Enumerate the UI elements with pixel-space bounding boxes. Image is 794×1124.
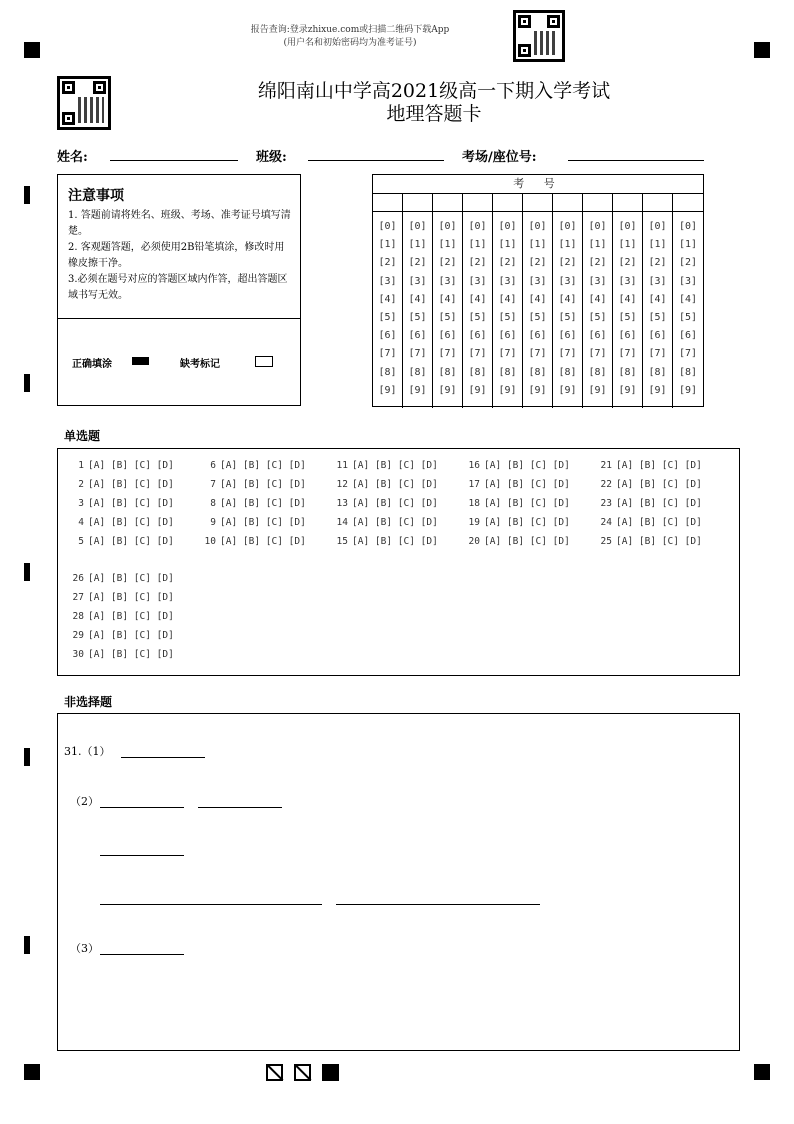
notice-item: 3.必须在题号对应的答题区域内作答，超出答题区域书写无效。 — [68, 274, 288, 301]
exam-digit-bubble[interactable]: [4] — [468, 293, 487, 305]
choice-options[interactable]: [A] [B] [C] [D] — [616, 479, 702, 490]
choice-options[interactable]: [A] [B] [C] [D] — [484, 460, 570, 471]
choice-question[interactable] — [198, 460, 306, 471]
exam-number-caption: 考 号 — [373, 175, 703, 194]
timing-mark — [24, 748, 30, 766]
exam-number-column — [553, 193, 583, 408]
exam-digit-bubble[interactable]: [8] — [438, 366, 457, 378]
exam-digit-bubble[interactable]: [0] — [678, 221, 698, 232]
corner-marker-bottom-right — [754, 1064, 770, 1080]
choice-question[interactable] — [66, 592, 174, 603]
choice-options[interactable]: [A] [B] [C] [D] — [88, 460, 174, 471]
exam-digit-bubble[interactable]: [3] — [408, 275, 427, 287]
page-mark-filled — [322, 1064, 339, 1081]
choice-options[interactable]: [A] [B] [C] [D] — [88, 517, 174, 528]
choice-question[interactable] — [66, 498, 174, 509]
answer-line[interactable] — [100, 891, 322, 905]
exam-digit-bubble[interactable]: [9] — [528, 384, 547, 396]
choice-question[interactable] — [66, 479, 174, 490]
exam-digit-bubble[interactable]: [6] — [678, 330, 698, 342]
choice-question[interactable] — [66, 573, 174, 584]
question-number: 19 — [468, 517, 480, 528]
exam-digit-bubble[interactable]: [9] — [468, 384, 487, 396]
exam-digit-bubble[interactable]: [5] — [498, 312, 517, 323]
choice-options[interactable]: [A] [B] [C] [D] — [220, 517, 306, 528]
question-number: 3 — [78, 498, 84, 509]
exam-digit-bubble[interactable]: [9] — [558, 384, 577, 396]
exam-digit-bubble[interactable]: [1] — [678, 239, 698, 251]
question-number: 13 — [336, 498, 348, 509]
exam-digit-bubble[interactable]: [8] — [588, 366, 607, 378]
question-number: 12 — [336, 479, 348, 490]
exam-digit-bubble[interactable]: [9] — [588, 384, 607, 396]
exam-digit-bubble[interactable]: [3] — [618, 275, 637, 287]
name-label: 姓名: — [57, 150, 88, 165]
choice-options[interactable]: [A] [B] [C] [D] — [220, 498, 306, 509]
choice-options[interactable]: [A] [B] [C] [D] — [88, 649, 174, 660]
exam-digit-bubble[interactable]: [7] — [378, 348, 397, 360]
question-number: 14 — [336, 517, 348, 528]
timing-mark — [24, 563, 30, 581]
page-mark-slashed — [294, 1064, 311, 1081]
question-number: 15 — [336, 536, 348, 547]
exam-digit-bubble[interactable]: [1] — [468, 239, 487, 251]
choice-options[interactable]: [A] [B] [C] [D] — [484, 479, 570, 490]
question-number: 27 — [72, 592, 84, 603]
absent-mark-box[interactable] — [255, 356, 273, 367]
exam-digit-bubble[interactable]: [0] — [378, 221, 397, 232]
exam-digit-bubble[interactable]: [0] — [648, 221, 667, 232]
choice-question[interactable] — [330, 479, 438, 490]
corner-marker-bottom-left — [24, 1064, 40, 1080]
single-choice-label: 单选题 — [64, 429, 101, 443]
choice-question[interactable] — [330, 498, 438, 509]
room-seat-field[interactable] — [568, 146, 704, 161]
choice-question[interactable] — [66, 611, 174, 622]
exam-digit-bubble[interactable]: [3] — [588, 275, 607, 287]
exam-digit-bubble[interactable]: [2] — [558, 257, 577, 269]
exam-number-grid — [372, 174, 704, 407]
question-number: 10 — [204, 536, 216, 547]
exam-digit-bubble[interactable]: [5] — [588, 312, 607, 323]
exam-digit-bubble[interactable]: [1] — [648, 239, 667, 251]
exam-digit-bubble[interactable]: [4] — [438, 293, 457, 305]
choice-question[interactable] — [462, 517, 570, 528]
report-info — [220, 24, 480, 50]
exam-digit-bubble[interactable]: [0] — [618, 221, 637, 232]
choice-options[interactable]: [A] [B] [C] [D] — [88, 498, 174, 509]
exam-digit-bubble[interactable]: [0] — [558, 221, 577, 232]
choice-question[interactable] — [198, 479, 306, 490]
choice-question[interactable] — [198, 498, 306, 509]
choice-question[interactable] — [594, 460, 702, 471]
exam-digit-bubble[interactable]: [6] — [408, 330, 427, 342]
choice-options[interactable]: [A] [B] [C] [D] — [616, 498, 702, 509]
choice-question[interactable] — [66, 649, 174, 660]
exam-number-column — [673, 193, 703, 408]
exam-digit-bubble[interactable]: [8] — [468, 366, 487, 378]
exam-digit-bubble[interactable]: [9] — [408, 384, 427, 396]
exam-number-write-box[interactable] — [583, 193, 612, 212]
timing-mark — [24, 186, 30, 204]
question-number: 1 — [78, 460, 84, 471]
room-seat-label: 考场/座位号: — [462, 150, 537, 165]
choice-question[interactable] — [198, 536, 306, 547]
exam-digit-bubble[interactable]: [5] — [618, 312, 637, 323]
choice-options[interactable]: [A] [B] [C] [D] — [220, 460, 306, 471]
exam-digit-bubble[interactable]: [6] — [438, 330, 457, 342]
exam-number-write-box[interactable] — [463, 193, 492, 212]
exam-digit-bubble[interactable]: [2] — [648, 257, 667, 269]
q31-part2-label: （2） — [70, 795, 99, 808]
question-number: 18 — [468, 498, 480, 509]
notice-item: 1. 答题前请将姓名、班级、考场、准考证号填写清楚。 — [68, 210, 291, 237]
exam-digit-bubble[interactable]: [5] — [378, 312, 397, 323]
exam-number-write-box[interactable] — [433, 193, 462, 212]
question-number: 7 — [210, 479, 216, 490]
exam-digit-bubble[interactable]: [4] — [558, 293, 577, 305]
exam-digit-bubble[interactable]: [4] — [648, 293, 667, 305]
legend-filled-mark — [132, 357, 149, 365]
choice-options[interactable]: [A] [B] [C] [D] — [220, 536, 306, 547]
exam-digit-bubble[interactable]: [2] — [528, 257, 547, 269]
non-choice-area — [57, 713, 740, 1051]
exam-digit-bubble[interactable]: [3] — [498, 275, 517, 287]
class-label: 班级: — [256, 150, 287, 165]
notice-divider — [58, 318, 300, 319]
report-info-line2: (用户名和初始密码均为准考证号) — [283, 38, 417, 48]
question-number: 9 — [210, 517, 216, 528]
exam-digit-bubble[interactable]: [2] — [378, 257, 397, 269]
notice-heading: 注意事项 — [68, 188, 124, 204]
legend-absent-label: 缺考标记 — [180, 359, 220, 370]
exam-digit-bubble[interactable]: [0] — [408, 221, 427, 232]
question-number: 24 — [600, 517, 612, 528]
choice-question[interactable] — [462, 536, 570, 547]
report-info-line1: 报告查询:登录zhixue.com或扫描二维码下载App — [250, 25, 450, 35]
exam-digit-bubble[interactable]: [3] — [528, 275, 547, 287]
exam-digit-bubble[interactable]: [8] — [648, 366, 667, 378]
question-number: 23 — [600, 498, 612, 509]
exam-number-column — [433, 193, 463, 408]
exam-digit-bubble[interactable]: [6] — [498, 330, 517, 342]
exam-digit-bubble[interactable]: [7] — [558, 348, 577, 360]
exam-digit-bubble[interactable]: [8] — [528, 366, 547, 378]
exam-digit-bubble[interactable]: [7] — [408, 348, 427, 360]
exam-digit-bubble[interactable]: [7] — [588, 348, 607, 360]
exam-digit-bubble[interactable]: [1] — [498, 239, 517, 251]
exam-digit-bubble[interactable]: [6] — [468, 330, 487, 342]
answer-line[interactable] — [121, 744, 205, 758]
question-number: 4 — [78, 517, 84, 528]
choice-options[interactable]: [A] [B] [C] [D] — [616, 536, 702, 547]
exam-digit-bubble[interactable]: [6] — [378, 330, 397, 342]
exam-digit-bubble[interactable]: [4] — [588, 293, 607, 305]
exam-digit-bubble[interactable]: [2] — [468, 257, 487, 269]
choice-question[interactable] — [330, 460, 438, 471]
exam-digit-bubble[interactable]: [6] — [558, 330, 577, 342]
exam-digit-bubble[interactable]: [9] — [378, 384, 397, 396]
choice-options[interactable]: [A] [B] [C] [D] — [88, 592, 174, 603]
exam-digit-bubble[interactable]: [2] — [588, 257, 607, 269]
exam-digit-bubble[interactable]: [9] — [438, 384, 457, 396]
choice-question[interactable] — [66, 460, 174, 471]
exam-digit-bubble[interactable]: [2] — [678, 257, 698, 269]
exam-number-column — [643, 193, 673, 408]
timing-mark — [24, 374, 30, 392]
exam-digit-bubble[interactable]: [3] — [558, 275, 577, 287]
exam-digit-bubble[interactable]: [5] — [408, 312, 427, 323]
exam-digit-bubble[interactable]: [0] — [588, 221, 607, 232]
exam-digit-bubble[interactable]: [8] — [498, 366, 517, 378]
exam-digit-bubble[interactable]: [7] — [528, 348, 547, 360]
exam-number-write-box[interactable] — [643, 193, 672, 212]
answer-line[interactable] — [100, 941, 184, 955]
choice-question[interactable] — [66, 517, 174, 528]
question-number: 22 — [600, 479, 612, 490]
notice-item: 2. 客观题答题，必须使用2B铅笔填涂，修改时用橡皮擦干净。 — [68, 242, 285, 269]
exam-digit-bubble[interactable]: [6] — [618, 330, 637, 342]
name-field[interactable] — [110, 146, 238, 161]
exam-number-write-box[interactable] — [553, 193, 582, 212]
exam-digit-bubble[interactable]: [8] — [378, 366, 397, 378]
question-number: 20 — [468, 536, 480, 547]
exam-digit-bubble[interactable]: [8] — [408, 366, 427, 378]
page-title — [180, 80, 688, 126]
q31-part1-label: 31.（1） — [64, 745, 111, 758]
choice-options[interactable]: [A] [B] [C] [D] — [352, 479, 438, 490]
single-choice-area — [57, 448, 740, 676]
exam-digit-bubble[interactable]: [3] — [378, 275, 397, 287]
exam-digit-bubble[interactable]: [7] — [618, 348, 637, 360]
exam-digit-bubble[interactable]: [8] — [558, 366, 577, 378]
question-number: 6 — [210, 460, 216, 471]
exam-number-write-box[interactable] — [493, 193, 522, 212]
exam-digit-bubble[interactable]: [6] — [588, 330, 607, 342]
title-line2: 地理答题卡 — [386, 103, 482, 125]
exam-digit-bubble[interactable]: [5] — [648, 312, 667, 323]
exam-number-column — [523, 193, 553, 408]
exam-number-column — [373, 193, 403, 408]
question-number: 5 — [78, 536, 84, 547]
choice-question[interactable] — [594, 536, 702, 547]
choice-question[interactable] — [198, 517, 306, 528]
exam-digit-bubble[interactable]: [1] — [558, 239, 577, 251]
exam-digit-bubble[interactable]: [6] — [648, 330, 667, 342]
corner-marker-top-right — [754, 42, 770, 58]
notice-box — [57, 174, 301, 406]
question-number: 11 — [336, 460, 348, 471]
choice-question[interactable] — [462, 498, 570, 509]
choice-options[interactable]: [A] [B] [C] [D] — [220, 479, 306, 490]
exam-digit-bubble[interactable]: [8] — [618, 366, 637, 378]
class-field[interactable] — [308, 146, 444, 161]
exam-digit-bubble[interactable]: [1] — [588, 239, 607, 251]
exam-digit-bubble[interactable]: [3] — [468, 275, 487, 287]
question-number: 28 — [72, 611, 84, 622]
question-number: 30 — [72, 649, 84, 660]
exam-digit-bubble[interactable]: [0] — [528, 221, 547, 232]
exam-digit-bubble[interactable]: [4] — [528, 293, 547, 305]
exam-digit-bubble[interactable]: [4] — [378, 293, 397, 305]
answer-line[interactable] — [100, 842, 184, 856]
exam-digit-bubble[interactable]: [0] — [438, 221, 457, 232]
exam-digit-bubble[interactable]: [2] — [498, 257, 517, 269]
exam-number-write-box[interactable] — [673, 193, 703, 212]
exam-digit-bubble[interactable]: [9] — [618, 384, 637, 396]
choice-options[interactable]: [A] [B] [C] [D] — [352, 536, 438, 547]
exam-digit-bubble[interactable]: [4] — [498, 293, 517, 305]
exam-number-column — [493, 193, 523, 408]
exam-digit-bubble[interactable]: [9] — [678, 384, 698, 396]
exam-digit-bubble[interactable]: [2] — [408, 257, 427, 269]
choice-question[interactable] — [330, 517, 438, 528]
question-number: 21 — [600, 460, 612, 471]
exam-digit-bubble[interactable]: [7] — [648, 348, 667, 360]
exam-digit-bubble[interactable]: [1] — [408, 239, 427, 251]
answer-line[interactable] — [100, 794, 184, 808]
choice-question[interactable] — [66, 630, 174, 641]
exam-digit-bubble[interactable]: [9] — [498, 384, 517, 396]
exam-digit-bubble[interactable]: [5] — [438, 312, 457, 323]
page-mark-slashed — [266, 1064, 283, 1081]
exam-digit-bubble[interactable]: [0] — [498, 221, 517, 232]
exam-digit-bubble[interactable]: [5] — [468, 312, 487, 323]
exam-digit-bubble[interactable]: [7] — [468, 348, 487, 360]
question-number: 25 — [600, 536, 612, 547]
title-line1: 绵阳南山中学高2021级高一下期入学考试 — [257, 80, 611, 102]
choice-question[interactable] — [66, 536, 174, 547]
exam-number-write-box[interactable] — [613, 193, 642, 212]
exam-number-column — [613, 193, 643, 408]
choice-question[interactable] — [462, 460, 570, 471]
q31-part3-label: （3） — [70, 942, 99, 955]
exam-digit-bubble[interactable]: [4] — [408, 293, 427, 305]
exam-digit-bubble[interactable]: [2] — [618, 257, 637, 269]
exam-number-column — [403, 193, 433, 408]
exam-number-write-box[interactable] — [373, 193, 402, 212]
exam-digit-bubble[interactable]: [5] — [558, 312, 577, 323]
choice-question[interactable] — [330, 536, 438, 547]
choice-options[interactable]: [A] [B] [C] [D] — [88, 536, 174, 547]
choice-question[interactable] — [462, 479, 570, 490]
choice-options[interactable]: [A] [B] [C] [D] — [484, 517, 570, 528]
answer-line[interactable] — [198, 794, 282, 808]
exam-digit-bubble[interactable]: [0] — [468, 221, 487, 232]
exam-digit-bubble[interactable]: [3] — [648, 275, 667, 287]
question-number: 26 — [72, 573, 84, 584]
choice-question[interactable] — [594, 517, 702, 528]
timing-mark — [24, 936, 30, 954]
choice-options[interactable]: [A] [B] [C] [D] — [352, 460, 438, 471]
exam-number-write-box[interactable] — [523, 193, 552, 212]
exam-digit-bubble[interactable]: [1] — [618, 239, 637, 251]
exam-digit-bubble[interactable]: [1] — [378, 239, 397, 251]
exam-digit-bubble[interactable]: [6] — [528, 330, 547, 342]
exam-digit-bubble[interactable]: [7] — [498, 348, 517, 360]
exam-digit-bubble[interactable]: [8] — [678, 366, 698, 378]
choice-options[interactable]: [A] [B] [C] [D] — [88, 630, 174, 641]
exam-digit-bubble[interactable]: [7] — [438, 348, 457, 360]
question-number: 2 — [78, 479, 84, 490]
choice-options[interactable]: [A] [B] [C] [D] — [352, 517, 438, 528]
choice-options[interactable]: [A] [B] [C] [D] — [88, 611, 174, 622]
choice-options[interactable]: [A] [B] [C] [D] — [88, 479, 174, 490]
exam-digit-bubble[interactable]: [7] — [678, 348, 698, 360]
exam-digit-bubble[interactable]: [9] — [648, 384, 667, 396]
exam-number-column — [463, 193, 493, 408]
choice-options[interactable]: [A] [B] [C] [D] — [352, 498, 438, 509]
exam-number-column — [583, 193, 613, 408]
exam-digit-bubble[interactable]: [3] — [438, 275, 457, 287]
exam-digit-bubble[interactable]: [1] — [438, 239, 457, 251]
exam-digit-bubble[interactable]: [2] — [438, 257, 457, 269]
question-number: 17 — [468, 479, 480, 490]
exam-number-write-box[interactable] — [403, 193, 432, 212]
choice-question[interactable] — [594, 498, 702, 509]
qr-code-icon — [513, 10, 565, 62]
question-number: 29 — [72, 630, 84, 641]
exam-digit-bubble[interactable]: [5] — [528, 312, 547, 323]
qr-code-icon — [57, 76, 111, 130]
question-number: 16 — [468, 460, 480, 471]
choice-options[interactable]: [A] [B] [C] [D] — [616, 517, 702, 528]
exam-digit-bubble[interactable]: [5] — [678, 312, 698, 323]
choice-options[interactable]: [A] [B] [C] [D] — [616, 460, 702, 471]
corner-marker-top-left — [24, 42, 40, 58]
answer-line[interactable] — [336, 891, 540, 905]
choice-options[interactable]: [A] [B] [C] [D] — [484, 536, 570, 547]
legend-filled-label: 正确填涂 — [72, 359, 112, 370]
non-choice-label: 非选择题 — [64, 695, 113, 709]
exam-digit-bubble[interactable]: [4] — [618, 293, 637, 305]
question-number: 8 — [210, 498, 216, 509]
exam-digit-bubble[interactable]: [1] — [528, 239, 547, 251]
exam-digit-bubble[interactable]: [4] — [678, 293, 698, 305]
exam-digit-bubble[interactable]: [3] — [678, 275, 698, 287]
choice-question[interactable] — [594, 479, 702, 490]
choice-options[interactable]: [A] [B] [C] [D] — [88, 573, 174, 584]
choice-options[interactable]: [A] [B] [C] [D] — [484, 498, 570, 509]
